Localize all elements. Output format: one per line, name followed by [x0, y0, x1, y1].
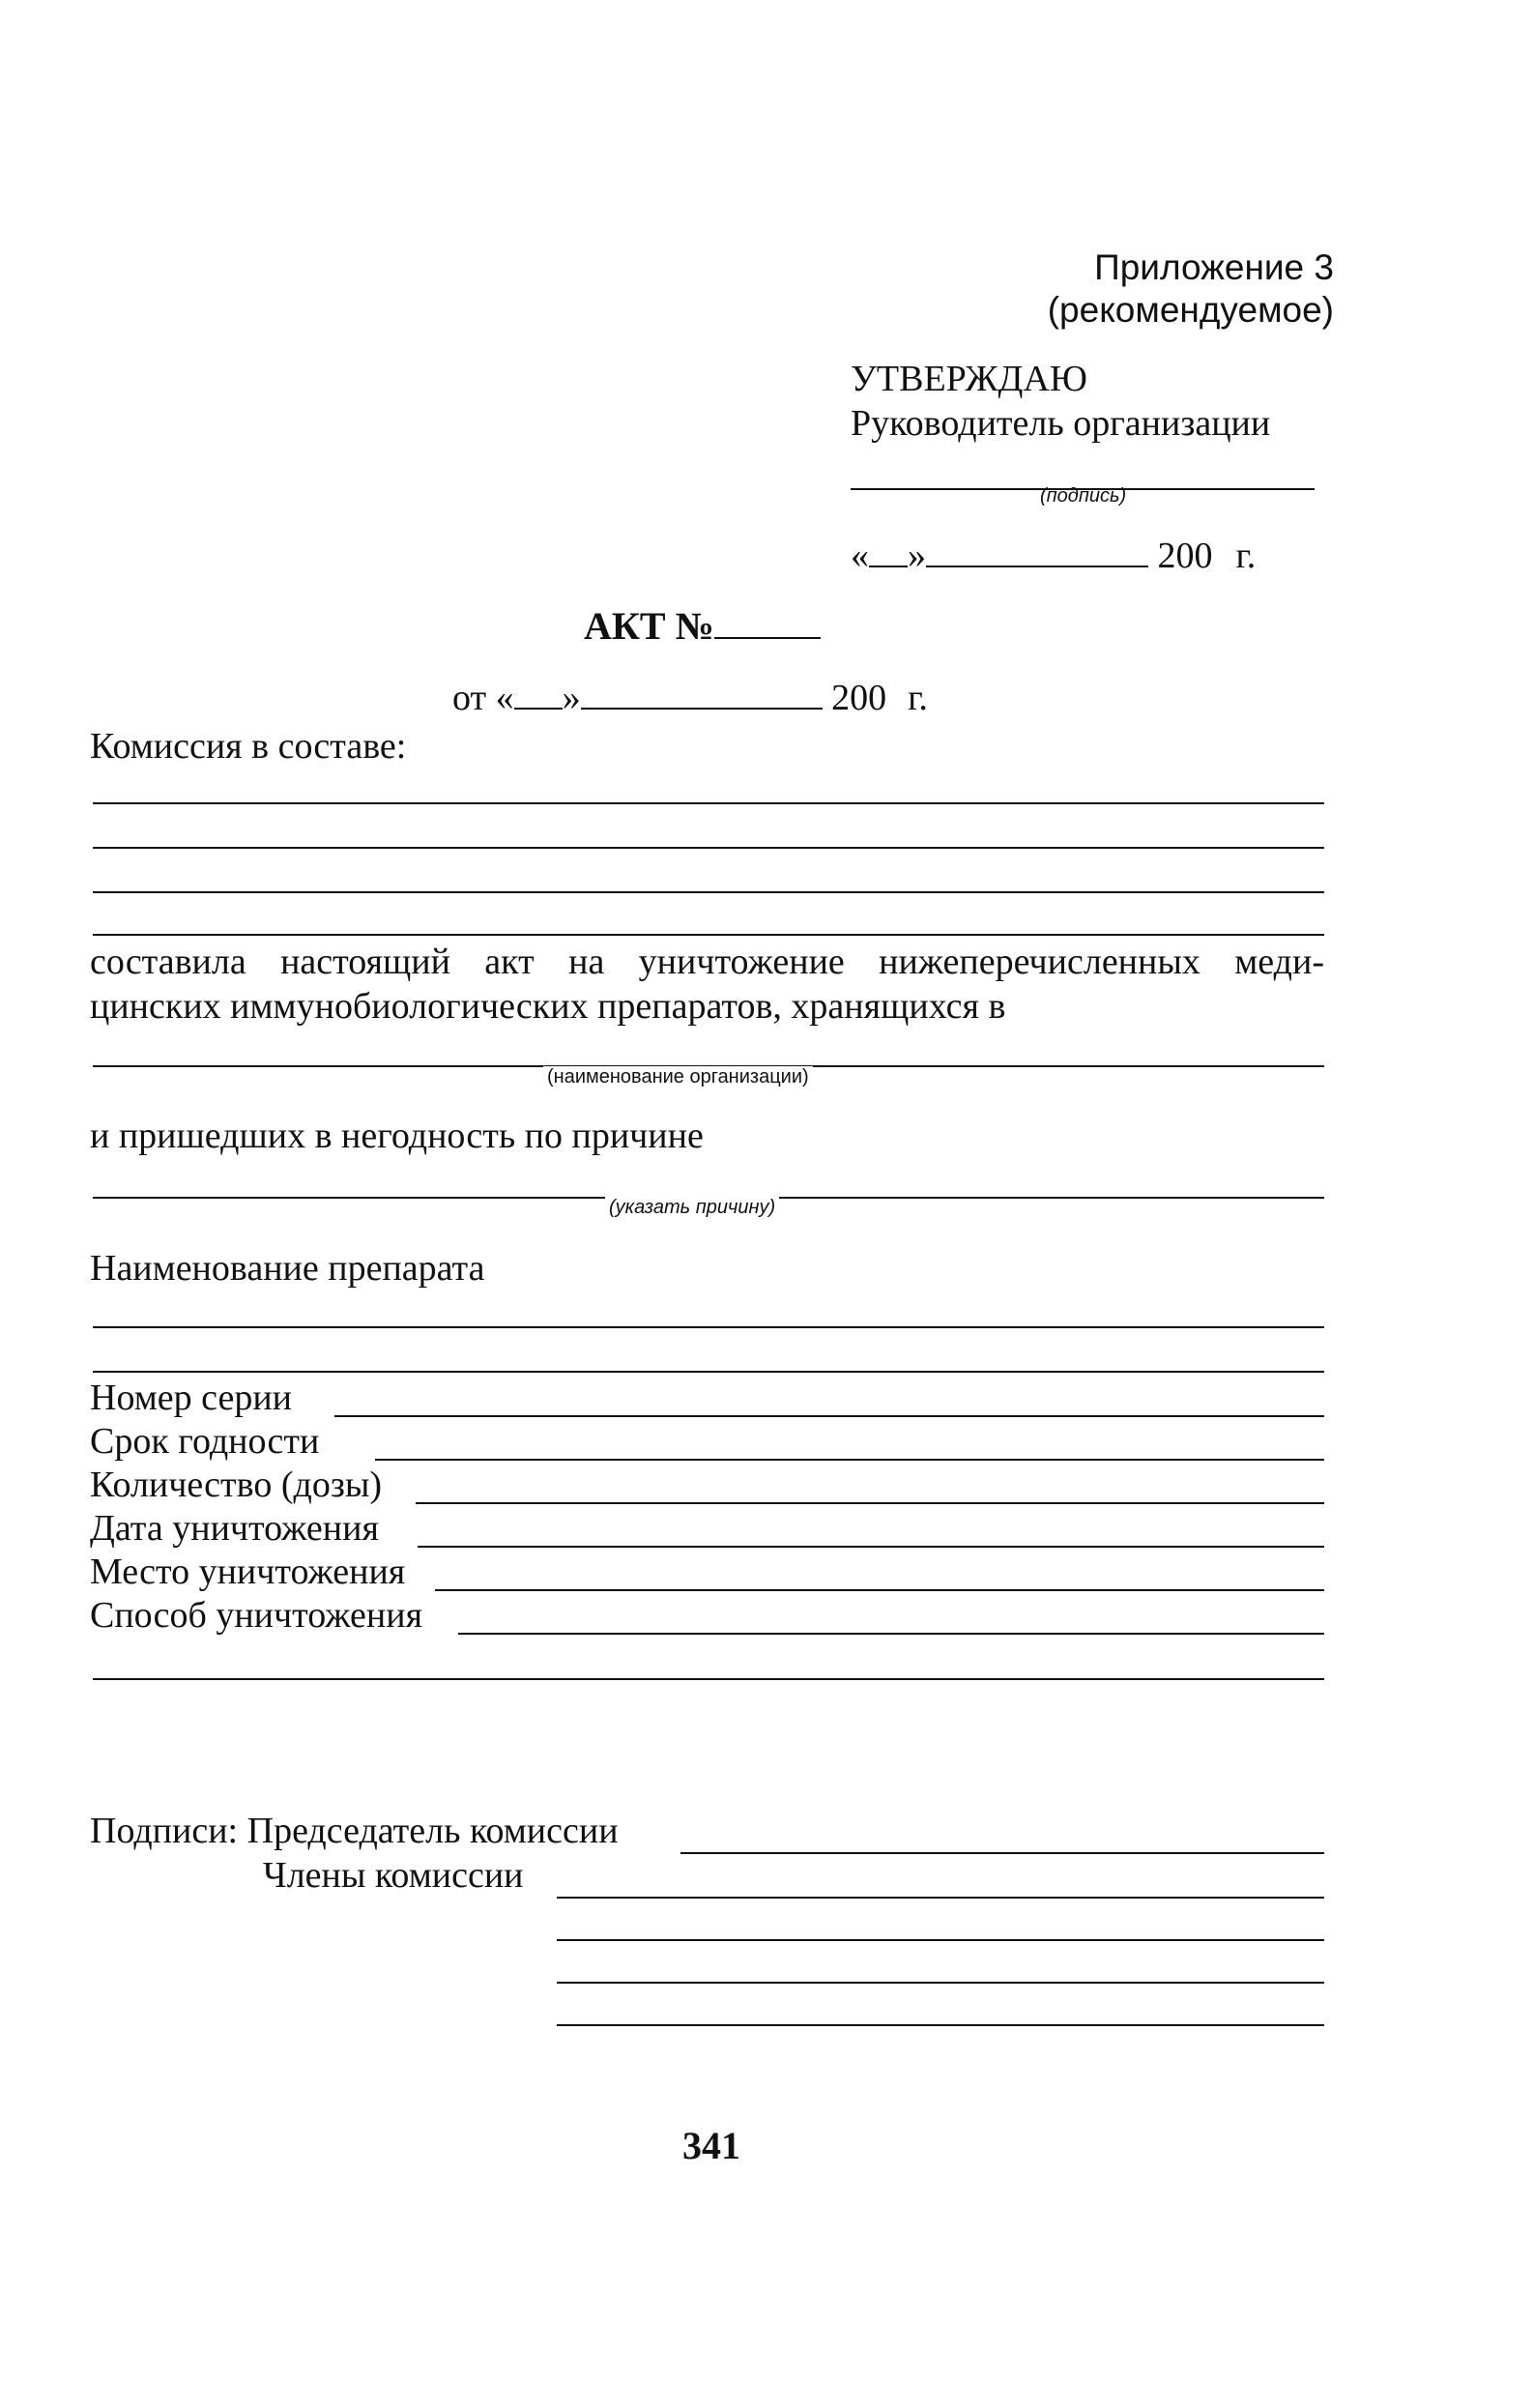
commission-line-2 — [93, 847, 1324, 849]
body-line-1-text: составила настоящий акт на уничтожение нижеперечисленных меди- — [90, 942, 1324, 982]
field-line-series — [334, 1415, 1324, 1417]
member-signature-line-1 — [557, 1897, 1324, 1899]
signatures-chair-row — [90, 1810, 619, 1852]
drug-name-line-1 — [93, 1326, 1324, 1328]
act-year: 200 — [831, 678, 887, 718]
act-close-quote: » — [562, 678, 581, 718]
appendix-number: Приложение 3 — [1094, 247, 1334, 287]
appendix-header — [1048, 247, 1334, 332]
act-date — [452, 677, 928, 719]
chair-label: Председатель комиссии — [246, 1811, 619, 1851]
act-number-blank — [714, 604, 821, 639]
page-number: 341 — [682, 2124, 740, 2167]
drug-name-label: Наименование препарата — [90, 1248, 485, 1289]
field-line-destroy-method — [458, 1633, 1324, 1635]
drug-name-line-2 — [93, 1371, 1324, 1373]
reason-label: и пришедших в негодность по причине — [90, 1116, 704, 1156]
field-line-quantity — [416, 1502, 1324, 1504]
body-paragraph-line-2: цинских иммунобиологических препаратов, хранящихся в — [90, 986, 1006, 1027]
act-title: АКТ № — [584, 604, 714, 648]
act-day-blank — [514, 679, 563, 710]
approval-role: Руководитель организации — [851, 403, 1271, 444]
approval-year: 200 — [1157, 536, 1213, 576]
field-label-expiry: Срок годности — [90, 1421, 320, 1462]
field-label-series: Номер серии — [90, 1378, 292, 1418]
act-year-suffix: г. — [908, 678, 928, 718]
member-signature-line-2 — [557, 1939, 1324, 1941]
signature-caption: (подпись) — [1040, 485, 1127, 507]
body-paragraph-line-1 — [90, 941, 1324, 983]
commission-line-1 — [93, 802, 1324, 804]
member-signature-line-3 — [557, 1982, 1324, 1984]
reason-caption: (указать причину) — [605, 1197, 779, 1218]
commission-label: Комиссия в составе: — [90, 726, 407, 767]
appendix-type: (рекомендуемое) — [1047, 290, 1334, 330]
member-signature-line-4 — [557, 2024, 1324, 2026]
approval-open-quote: « — [851, 536, 869, 576]
chair-signature-line — [680, 1852, 1324, 1854]
field-line-expiry — [375, 1459, 1324, 1461]
signatures-prefix: Подписи: — [90, 1811, 239, 1851]
field-line-destroy-date — [418, 1546, 1324, 1548]
approval-date — [851, 535, 1256, 577]
approval-year-suffix: г. — [1235, 536, 1257, 576]
organization-caption: (наименование организации) — [543, 1066, 813, 1088]
approval-month-blank — [926, 537, 1148, 567]
approval-close-quote: » — [908, 536, 926, 576]
approval-title: УТВЕРЖДАЮ — [851, 359, 1087, 399]
act-title-row — [584, 604, 821, 649]
field-label-destroy-place: Место уничтожения — [90, 1552, 406, 1592]
members-label: Члены комиссии — [263, 1855, 524, 1896]
field-label-quantity: Количество (дозы) — [90, 1465, 383, 1505]
extra-line — [93, 1678, 1324, 1680]
field-label-destroy-date: Дата уничтожения — [90, 1508, 379, 1549]
commission-line-3 — [93, 891, 1324, 893]
act-from-prefix: от « — [452, 678, 514, 718]
field-line-destroy-place — [435, 1589, 1324, 1591]
field-label-destroy-method: Способ уничтожения — [90, 1595, 423, 1636]
approval-day-blank — [869, 537, 908, 567]
act-month-blank — [581, 679, 823, 710]
commission-line-4 — [93, 934, 1324, 936]
